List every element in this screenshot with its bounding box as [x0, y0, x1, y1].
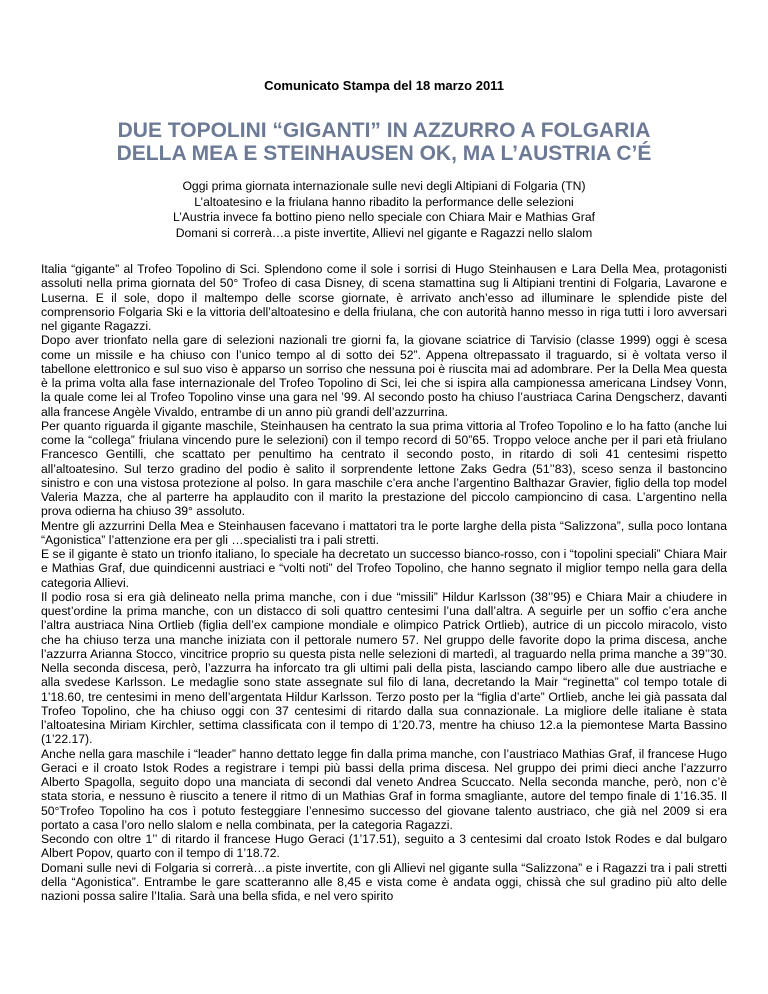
subheading-line: L’Austria invece fa bottino pieno nello speciale con Chiara Mair e Mathias Graf — [172, 210, 596, 225]
paragraph: Italia “gigante” al Trofeo Topolino di Sci. Splendono come il sole i sorrisi di Hugo Steinhausen e Lara Della Mea, protagonisti assoluti nella prima giornata del 50° Trofeo di casa Disney, di scena stamattina sug li Altipiani trentini di Folgaria, Lavarone e Luserna. E il sole, dopo il maltempo delle scorse giornate, è arrivato anch’esso ad illuminare le splendide piste del comprensorio Folgaria Ski e la vittoria dell’altoatesino e della friulana, che con autorità hanno messo in riga tutti i loro avversari nel gigante Ragazzi. — [41, 262, 727, 333]
press-release-dateline: Comunicato Stampa del 18 marzo 2011 — [264, 78, 504, 93]
subheading-line: Oggi prima giornata internazionale sulle nevi degli Altipiani di Folgaria (TN) — [182, 179, 586, 193]
paragraph: Secondo con oltre 1’’ di ritardo il francese Hugo Geraci (1’17.51), seguito a 3 centesimi dal croato Istok Rodes e dal bulgaro Albert Popov, quarto con il tempo di 1’18.72. — [41, 832, 727, 861]
subheadings — [0, 179, 768, 241]
paragraph: Dopo aver trionfato nella gare di selezioni nazionali tre giorni fa, la giovane sciatrice di Tarvisio (classe 1999) oggi è scesa come un missile e ha chiuso con l’unico tempo al di sotto dei 52”. Appena oltrepassato il traguardo, si è voltata verso il tabellone elettronico e sul suo viso è apparso un sorriso che nessuna poi è riuscita mai ad adombrare. Per la Della Mea questa è la prima volta alla fase internazionale del Trofeo Topolino di Sci, lei che si ispira alla campionessa americana Lindsey Vonn, la quale come lei al Trofeo Topolino vinse una gara nel ’99. Al secondo posto ha chiuso l’austriaca Carina Dengscherz, davanti alla francese Angèle Vivaldo, entrambe di un anno più grandi dell’azzurrina. — [41, 333, 727, 419]
subheading-line: Domani si correrà…a piste invertite, Allievi nel gigante e Ragazzi nello slalom — [175, 225, 593, 240]
headline — [0, 119, 768, 165]
paragraph: Anche nella gara maschile i “leader” hanno dettato legge fin dalla prima manche, con l’austriaco Mathias Graf, il francese Hugo Geraci e il croato Istok Rodes a registrare i tempi più bassi della prima discesa. Nel gruppo dei primi dieci anche l’azzurro Alberto Spagolla, seguito dopo una manciata di secondi dal veneto Andrea Scuccato. Nella seconda manche, però, non c’è stata storia, e nessuno è riuscito a tenere il ritmo di un Mathias Graf in forma smagliante, autore del tempo finale di 1’16.35. Il 50°Trofeo Topolino ha cos ì potuto festeggiare l’ennesimo successo del giovane talento austriaco, che già nel 2009 si era portato a casa l’oro nello slalom e nella combinata, per la categoria Ragazzi. — [41, 746, 727, 832]
paragraph: Domani sulle nevi di Folgaria si correrà…a piste invertite, con gli Allievi nel gigante sulla “Salizzona” e i Ragazzi tra i pali stretti della “Agonistica”. Entrambe le gare scatteranno alle 8,45 e vista come è andata oggi, chissà che sul gradino più alto delle nazioni possa salire l’Italia. Sarà una bella sfida, e nel vero spirito — [41, 860, 727, 903]
subheading-line: L’altoatesino e la friulana hanno ribadito la performance delle selezioni — [194, 194, 574, 209]
paragraph: E se il gigante è stato un trionfo italiano, lo speciale ha decretato un successo bianco-rosso, con i “topolini speciali” Chiara Mair e Mathias Graf, due quindicenni austriaci e “volti noti” del Trofeo Topolino, che hanno segnato il miglior tempo nella gara della categoria Allievi. — [41, 547, 727, 590]
headline-line-2: DELLA MEA E STEINHAUSEN OK, MA L’AUSTRIA C’É — [116, 142, 652, 165]
headline-line-1: DUE TOPOLINI “GIGANTI” IN AZZURRO A FOLGARIA — [117, 119, 651, 142]
paragraph: Mentre gli azzurrini Della Mea e Steinhausen facevano i mattatori tra le porte larghe della pista “Salizzona”, sulla poco lontana “Agonistica” l’attenzione era per gli …specialisti tra i pali stretti. — [41, 518, 727, 547]
paragraph: Per quanto riguarda il gigante maschile, Steinhausen ha centrato la sua prima vittoria al Trofeo Topolino e lo ha fatto (anche lui come la “collega” friulana vincendo pure le selezioni) con il tempo record di 50”65. Troppo veloce anche per il pari età friulano Francesco Gentilli, che scattato per penultimo ha centrato il secondo posto, in ritardo di soli 41 centesimi rispetto all’altoatesino. Sul terzo gradino del podio è salito il sorprendente lettone Zaks Gedra (51’’83), sceso senza il bastoncino sinistro e con una vistosa protezione al polso. In gara maschile c’era anche l’argentino Balthazar Gravier, figlio della top model Valeria Mazza, che al parterre ha applaudito con il marito la prestazione del piccolo campioncino di casa. L’argentino nella prova odierna ha chiuso 39° assoluto. — [41, 418, 727, 519]
paragraph: Il podio rosa si era già delineato nella prima manche, con i due “missili” Hildur Karlsson (38’’95) e Chiara Mair a chiudere in quest’ordine la prima manche, con un distacco di soli quattro centesimi l’una dall’altra. A seguirle per un soffio c’era anche l’altra austriaca Nina Ortlieb (figlia dell’ex campione mondiale e olimpico Patrick Ortlieb), autrice di un piccolo miracolo, visto che ha chiuso terza una manche iniziata con il pettorale numero 57. Nel gruppo delle favorite dopo la prima discesa, anche l’azzurra Arianna Stocco, vincitrice proprio su questa pista nelle selezioni di martedì, al traguardo nella prima manche a 39’’30. Nella seconda discesa, però, l’azzurra ha inforcato tra gli ultimi pali della pista, lasciando campo libero alle due austriache e alla svedese Karlsson. Le medaglie sono state assegnate sul filo di lana, decretando la Mair “reginetta” col tempo totale di 1’18.60, tre centesimi in meno dell’argentata Hildur Karlsson. Terzo posto per la “figlia d’arte” Ortlieb, anche lei già passata dal Trofeo Topolino, che ha chiuso oggi con 37 centesimi di ritardo dalla sua connazionale. La migliore delle italiane è stata l’altoatesina Miriam Kirchler, settima classificata con il tempo di 1’20.73, mentre ha chiuso 12.a la piemontese Marta Bassino (1’22.17). — [41, 589, 727, 747]
article-body — [41, 262, 727, 992]
